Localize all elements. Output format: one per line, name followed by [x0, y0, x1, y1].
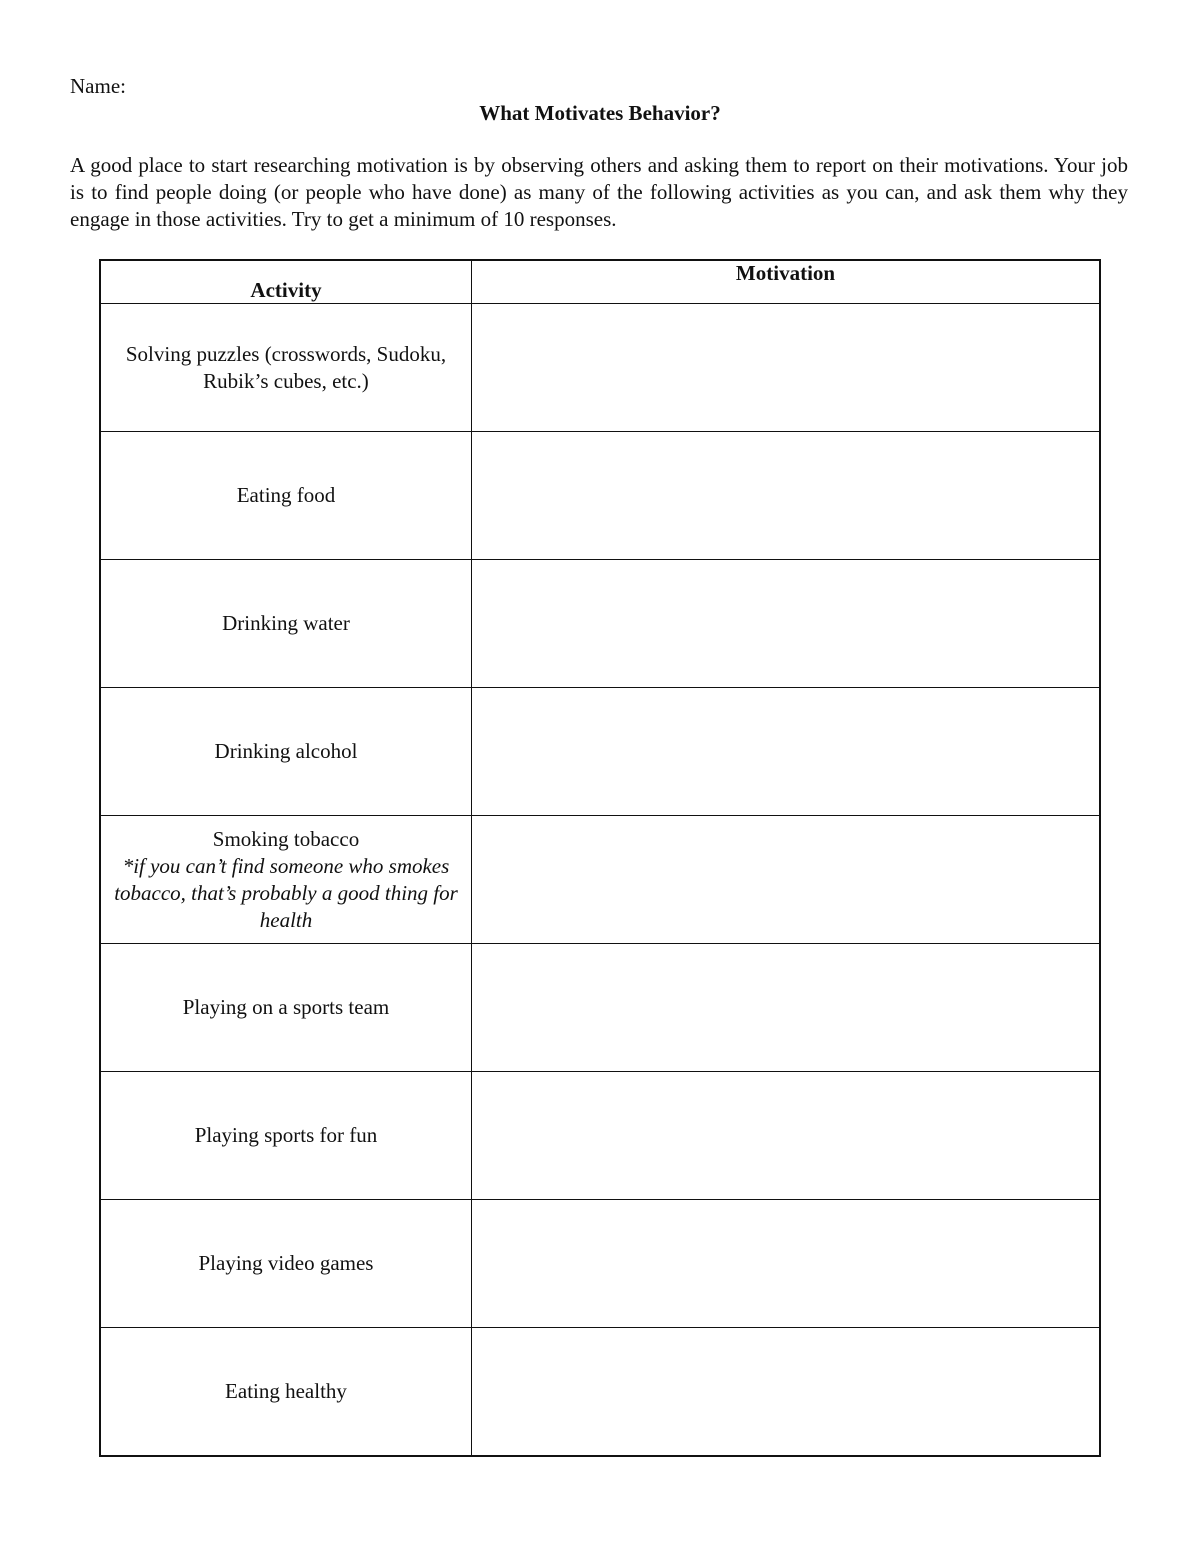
motivation-column-header: Motivation	[472, 260, 1101, 304]
motivation-answer-cell[interactable]	[472, 560, 1101, 688]
activity-cell	[100, 1200, 472, 1328]
motivation-answer-cell[interactable]	[472, 1072, 1101, 1200]
motivation-answer-cell[interactable]	[472, 1200, 1101, 1328]
table-row	[100, 944, 1100, 1072]
motivation-answer-cell[interactable]	[472, 688, 1101, 816]
motivation-answer-cell[interactable]	[472, 1328, 1101, 1457]
table-header-row	[100, 260, 1100, 304]
activity-label: Smoking tobacco	[212, 826, 360, 851]
activity-cell	[100, 304, 472, 432]
table-row	[100, 432, 1100, 560]
activity-label: Playing sports for fun	[194, 1123, 378, 1147]
activity-cell	[100, 944, 472, 1072]
motivation-answer-cell[interactable]	[472, 944, 1101, 1072]
activity-cell	[100, 560, 472, 688]
activity-label: Eating food	[236, 483, 336, 507]
activity-cell	[100, 432, 472, 560]
table-row	[100, 1072, 1100, 1200]
page-title: What Motivates Behavior?	[479, 101, 721, 125]
table-row	[100, 1200, 1100, 1328]
activity-label: Drinking water	[222, 611, 350, 635]
activity-label: Playing video games	[198, 1251, 374, 1275]
activity-label: Playing on a sports team	[182, 995, 390, 1019]
table-row	[100, 816, 1100, 944]
instructions-paragraph: A good place to start researching motivation is by observing others and asking them to report on their motivations. Your job is to find people doing (or people who have done) as many of the following activities as you can, and ask them why they engage in those activities. Try to get a minimum of 10 responses.	[70, 153, 1128, 231]
table-row	[100, 1328, 1100, 1457]
table-row	[100, 688, 1100, 816]
activity-note: *if you can’t find someone who smokes tobacco, that’s probably a good thing for health	[114, 853, 458, 932]
activity-cell	[100, 1328, 472, 1457]
activity-label: Solving puzzles (crosswords, Sudoku, Rubik’s cubes, etc.)	[125, 341, 447, 393]
activity-label: Eating healthy	[225, 1379, 347, 1403]
motivation-answer-cell[interactable]	[472, 432, 1101, 560]
activity-motivation-table	[99, 259, 1101, 1457]
motivation-answer-cell[interactable]	[472, 304, 1101, 432]
table-row	[100, 304, 1100, 432]
activity-cell	[100, 816, 472, 944]
table-row	[100, 560, 1100, 688]
activity-column-header: Activity	[100, 260, 472, 304]
activity-cell	[100, 1072, 472, 1200]
name-label: Name:	[70, 74, 126, 98]
activity-label: Drinking alcohol	[214, 739, 358, 763]
motivation-answer-cell[interactable]	[472, 816, 1101, 944]
activity-cell	[100, 688, 472, 816]
